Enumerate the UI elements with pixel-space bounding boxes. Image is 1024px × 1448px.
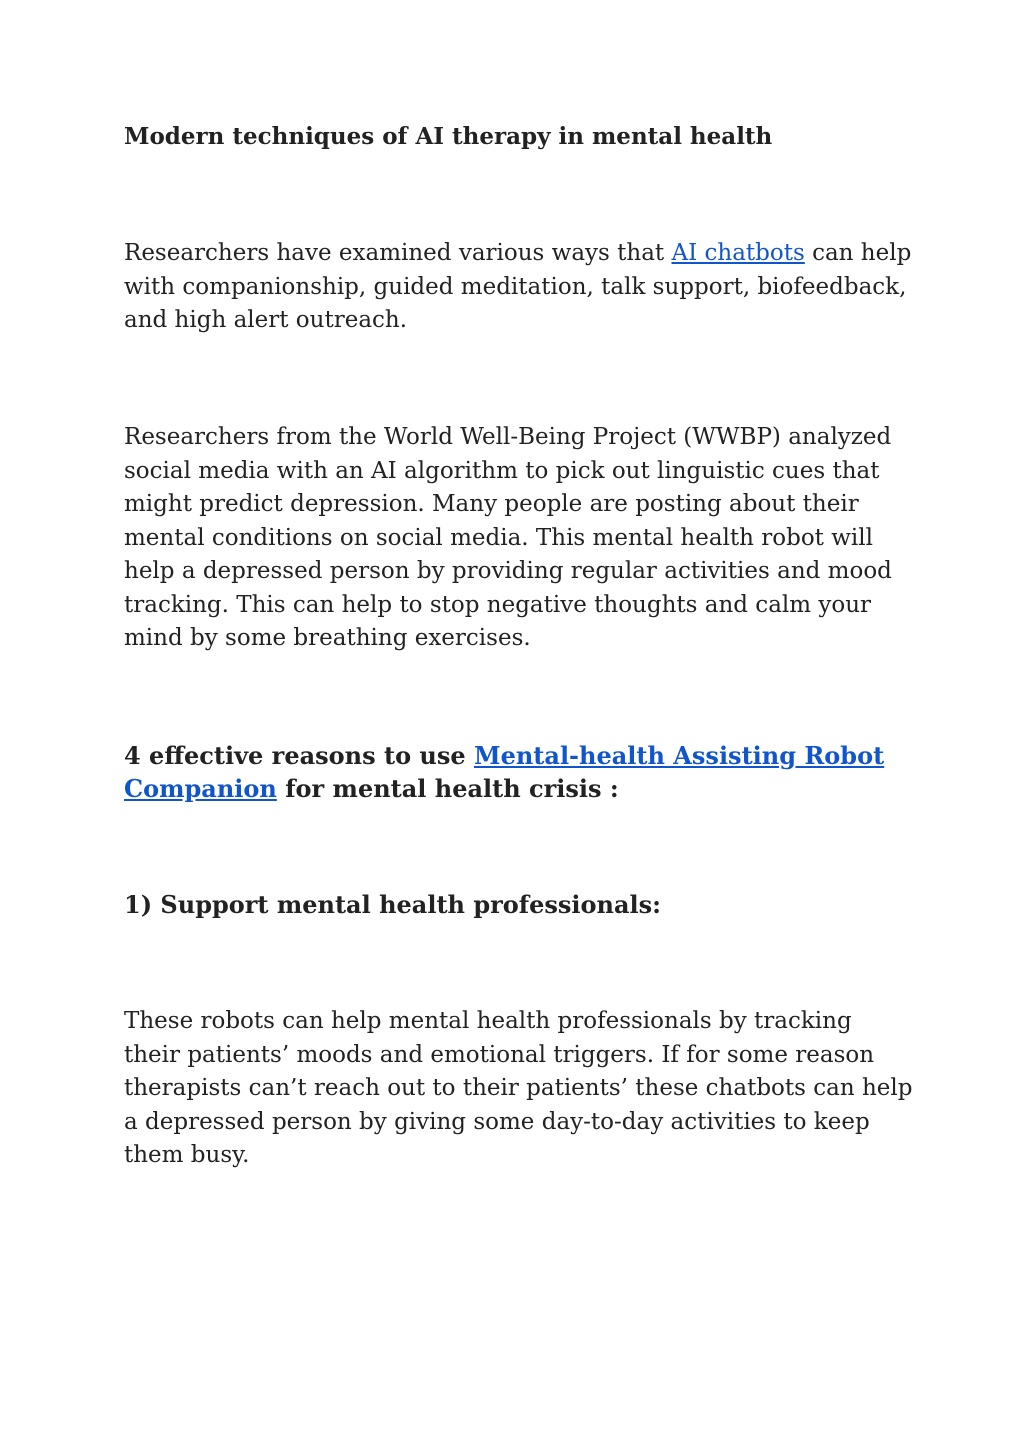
wwbp-paragraph: Researchers from the World Well-Being Project (WWBP) analyzed social media with an AI algorithm to pick out linguistic cues that might predict depression. Many people are posting about their mental conditions on social media. This mental health robot will help a depressed person by providing regular activities and mood tracking. This can help to stop negative thoughts and calm your mind by some breathing exercises. — [124, 424, 892, 651]
intro-text-before: Researchers have examined various ways that — [124, 240, 672, 266]
section-heading-after: for mental health crisis : — [276, 774, 619, 803]
document-title: Modern techniques of AI therapy in mental health — [124, 123, 773, 150]
section-heading — [124, 739, 914, 805]
section-heading-before: 4 effective reasons to use — [124, 741, 475, 770]
intro-paragraph — [124, 237, 914, 338]
reason-1-heading: 1) Support mental health professionals: — [124, 890, 662, 919]
intro-text-after: can help with companionship, guided meditation, talk support, biofeedback, and high alert outreach. — [124, 240, 912, 333]
robot-companion-link[interactable]: Mental-health Assisting Robot Companion — [124, 741, 885, 803]
ai-chatbots-link[interactable]: AI chatbots — [671, 240, 805, 266]
reason-1-paragraph: These robots can help mental health professionals by tracking their patients’ moods and emotional triggers. If for some reason therapists can’t reach out to their patients’ these chatbots can help a depressed person by giving some day-to-day activities to keep them busy. — [124, 1008, 913, 1168]
